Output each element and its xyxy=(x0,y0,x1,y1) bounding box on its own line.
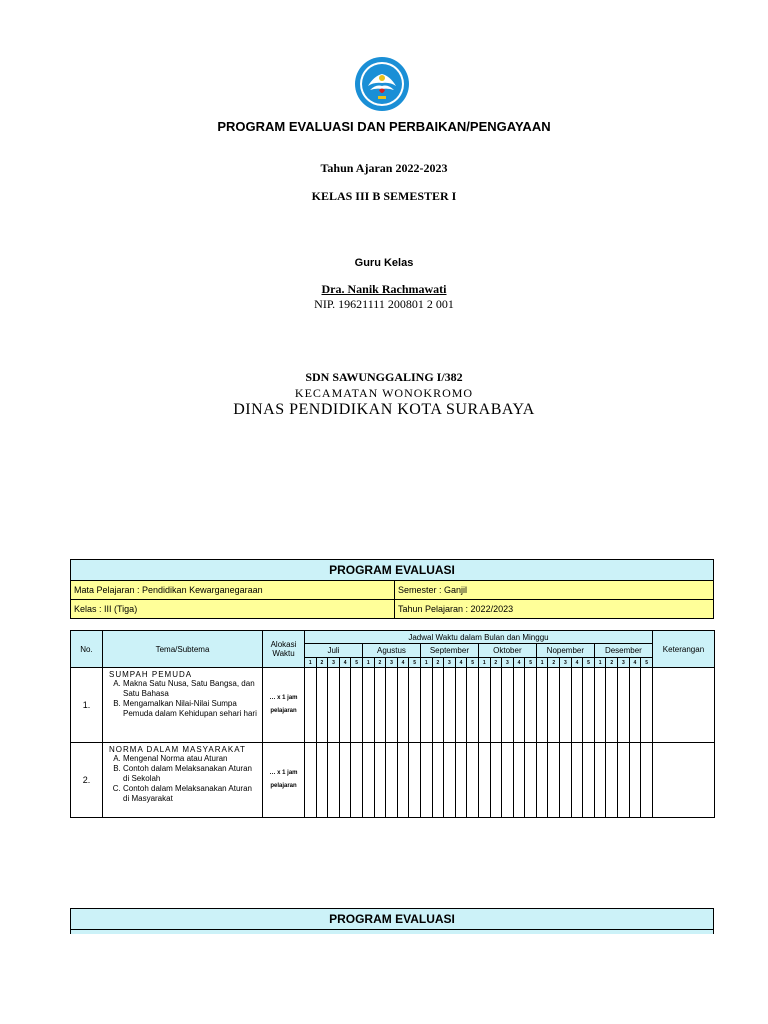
schedule-cell xyxy=(420,668,432,743)
schedule-cell xyxy=(386,668,398,743)
schedule-cell xyxy=(606,668,618,743)
week-number: 2 xyxy=(548,658,560,668)
schedule-cell xyxy=(351,668,363,743)
schedule-cell xyxy=(305,668,317,743)
subtema-item: B. Mengamalkan Nilai-Nilai Sumpa Pemuda dalam Kehidupan sehari hari xyxy=(123,699,260,719)
schedule-cell xyxy=(525,743,537,818)
schedule-cell xyxy=(513,743,525,818)
schedule-cell xyxy=(629,743,641,818)
week-number: 4 xyxy=(571,658,583,668)
schedule-cell xyxy=(478,743,490,818)
week-number: 1 xyxy=(362,658,374,668)
tema-cell xyxy=(103,743,263,818)
keterangan-cell xyxy=(652,668,714,743)
week-number: 1 xyxy=(594,658,606,668)
week-number: 3 xyxy=(386,658,398,668)
program-title-2: PROGRAM EVALUASI xyxy=(71,909,714,930)
week-number: 4 xyxy=(629,658,641,668)
schedule-cell xyxy=(374,743,386,818)
col-alokasi: Alokasi Waktu xyxy=(263,631,305,668)
schedule-cell xyxy=(467,743,479,818)
week-number: 1 xyxy=(536,658,548,668)
teacher-nip: NIP. 19621111 200801 2 001 xyxy=(314,297,454,311)
week-number: 4 xyxy=(397,658,409,668)
tema-title: NORMA DALAM MASYARAKAT xyxy=(109,745,246,754)
month-header: Oktober xyxy=(478,644,536,658)
teacher-name: Dra. Nanik Rachmawati xyxy=(321,282,447,296)
alokasi-cell xyxy=(263,668,305,743)
schedule-cell xyxy=(594,743,606,818)
week-number: 5 xyxy=(467,658,479,668)
schedule-cell xyxy=(536,743,548,818)
month-header: Juli xyxy=(305,644,363,658)
week-number: 5 xyxy=(583,658,595,668)
guru-kelas-label: Guru Kelas xyxy=(354,257,414,269)
schedule-cell xyxy=(513,668,525,743)
schedule-cell xyxy=(594,668,606,743)
col-keterangan: Keterangan xyxy=(652,631,714,668)
tema-title: SUMPAH PEMUDA xyxy=(109,670,193,679)
week-number: 3 xyxy=(502,658,514,668)
week-number: 3 xyxy=(328,658,340,668)
schedule-cell xyxy=(571,668,583,743)
schedule-cell xyxy=(386,743,398,818)
month-header: Desember xyxy=(594,644,652,658)
table-row xyxy=(71,668,715,743)
week-number: 5 xyxy=(641,658,653,668)
schedule-cell xyxy=(339,743,351,818)
schedule-cell xyxy=(455,743,467,818)
schedule-cell xyxy=(444,743,456,818)
schedule-cell xyxy=(467,668,479,743)
schedule-cell xyxy=(351,743,363,818)
month-header: Nopember xyxy=(536,644,594,658)
document-title: PROGRAM EVALUASI DAN PERBAIKAN/PENGAYAAN xyxy=(217,119,551,134)
subtema-item: A. Makna Satu Nusa, Satu Bangsa, dan Satu Bahasa xyxy=(123,679,260,699)
schedule-cell xyxy=(328,743,340,818)
schedule-cell xyxy=(548,743,560,818)
schedule-cell xyxy=(560,668,572,743)
class-semester: KELAS III B SEMESTER I xyxy=(311,189,457,203)
subtema-item: B. Contoh dalam Melaksanakan Aturan di Sekolah xyxy=(123,764,260,784)
kelas: Kelas : III (Tiga) xyxy=(71,600,395,619)
schedule-cell xyxy=(606,743,618,818)
schedule-cell xyxy=(502,668,514,743)
alokasi-pelajaran: pelajaran xyxy=(270,783,297,789)
schedule-cell xyxy=(362,668,374,743)
schedule-cell xyxy=(571,743,583,818)
col-jadwal: Jadwal Waktu dalam Bulan dan Minggu xyxy=(305,631,653,644)
schedule-cell xyxy=(583,668,595,743)
academic-year: Tahun Ajaran 2022-2023 xyxy=(320,161,448,175)
alokasi-pelajaran: pelajaran xyxy=(270,708,297,714)
schedule-cell xyxy=(374,668,386,743)
schedule-cell xyxy=(420,743,432,818)
schedule-cell xyxy=(444,668,456,743)
schedule-cell xyxy=(502,743,514,818)
col-no: No. xyxy=(71,631,103,668)
schedule-cell xyxy=(490,743,502,818)
subtema-item: A. Mengenal Norma atau Aturan xyxy=(123,754,260,764)
tema-cell xyxy=(103,668,263,743)
program-2-strip xyxy=(71,930,714,935)
schedule-cell xyxy=(560,743,572,818)
week-number: 4 xyxy=(455,658,467,668)
schedule-cell xyxy=(339,668,351,743)
week-number: 2 xyxy=(316,658,328,668)
schedule-cell xyxy=(432,668,444,743)
tahun-pelajaran: Tahun Pelajaran : 2022/2023 xyxy=(395,600,714,619)
week-number: 2 xyxy=(374,658,386,668)
schedule-cell xyxy=(409,668,421,743)
program-title: PROGRAM EVALUASI xyxy=(71,560,714,581)
schedule-cell xyxy=(362,743,374,818)
program-info-table xyxy=(70,559,714,619)
schedule-cell xyxy=(478,668,490,743)
schedule-cell xyxy=(397,743,409,818)
schedule-cell xyxy=(629,668,641,743)
row-number: 1. xyxy=(71,668,103,743)
month-header: Agustus xyxy=(362,644,420,658)
schedule-cell xyxy=(328,668,340,743)
schedule-cell xyxy=(432,743,444,818)
table-row xyxy=(71,743,715,818)
week-number: 3 xyxy=(618,658,630,668)
week-number: 3 xyxy=(560,658,572,668)
mata-pelajaran: Mata Pelajaran : Pendidikan Kewarganegaraan xyxy=(71,581,395,600)
schedule-cell xyxy=(316,743,328,818)
semester: Semester : Ganjil xyxy=(395,581,714,600)
schedule-cell xyxy=(305,743,317,818)
schedule-cell xyxy=(618,743,630,818)
month-header: September xyxy=(420,644,478,658)
schedule-cell xyxy=(583,743,595,818)
week-number: 5 xyxy=(409,658,421,668)
week-number: 5 xyxy=(351,658,363,668)
week-number: 4 xyxy=(339,658,351,668)
schedule-cell xyxy=(455,668,467,743)
week-number: 4 xyxy=(513,658,525,668)
schedule-cell xyxy=(548,668,560,743)
district-name: KECAMATAN WONOKROMO xyxy=(294,386,474,400)
program-info-table-2 xyxy=(70,908,714,934)
schedule-cell xyxy=(641,743,653,818)
week-number: 5 xyxy=(525,658,537,668)
alokasi-jam: … x 1 jam xyxy=(269,695,298,701)
week-number: 1 xyxy=(478,658,490,668)
week-number: 1 xyxy=(305,658,317,668)
week-number: 2 xyxy=(606,658,618,668)
schedule-table xyxy=(70,630,715,818)
col-tema: Tema/Subtema xyxy=(103,631,263,668)
row-number: 2. xyxy=(71,743,103,818)
subtema-item: C. Contoh dalam Melaksanakan Aturan di Masyarakat xyxy=(123,784,260,804)
keterangan-cell xyxy=(652,743,714,818)
schedule-cell xyxy=(641,668,653,743)
alokasi-jam: … x 1 jam xyxy=(269,770,298,776)
schedule-cell xyxy=(618,668,630,743)
schedule-cell xyxy=(397,668,409,743)
week-number: 2 xyxy=(490,658,502,668)
schedule-cell xyxy=(490,668,502,743)
schedule-cell xyxy=(525,668,537,743)
schedule-cell xyxy=(536,668,548,743)
school-name: SDN SAWUNGGALING I/382 xyxy=(305,370,463,384)
agency-name: DINAS PENDIDIKAN KOTA SURABAYA xyxy=(233,401,535,418)
alokasi-cell xyxy=(263,743,305,818)
week-number: 3 xyxy=(444,658,456,668)
schedule-cell xyxy=(409,743,421,818)
tut-wuri-handayani-logo xyxy=(354,56,410,112)
schedule-cell xyxy=(316,668,328,743)
week-number: 1 xyxy=(420,658,432,668)
week-number: 2 xyxy=(432,658,444,668)
